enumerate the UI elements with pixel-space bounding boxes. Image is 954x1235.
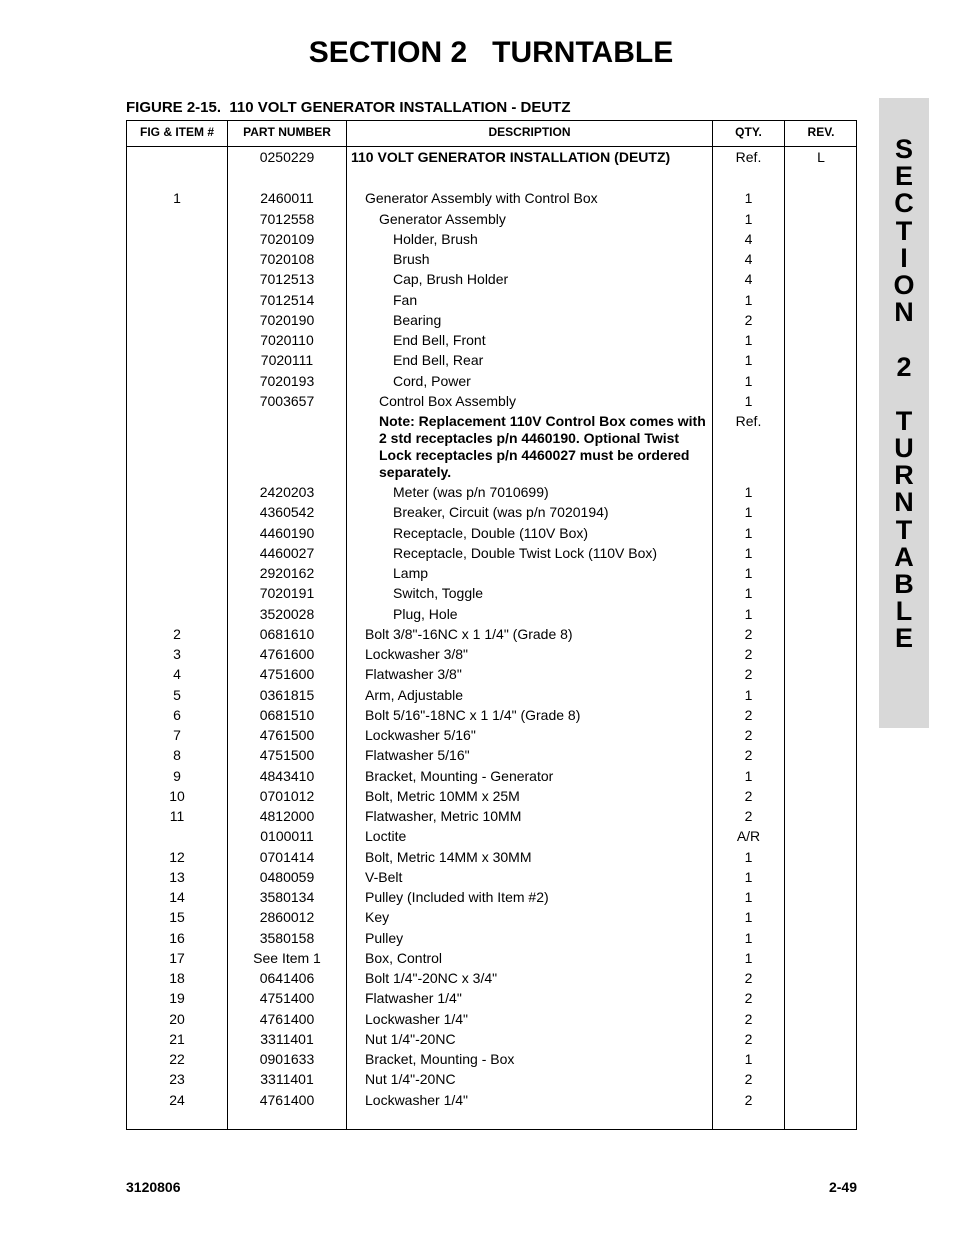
description-cell: Holder, Brush [393, 230, 478, 247]
description-cell: Nut 1/4"-20NC [365, 1030, 456, 1047]
qty-cell: 2 [744, 1091, 753, 1108]
part-number-cell: 2920162 [259, 565, 315, 581]
qty-cell: 1 [744, 504, 753, 521]
item-number-cell: 20 [169, 1010, 185, 1027]
table-row [127, 606, 858, 626]
item-number-cell: 23 [169, 1071, 185, 1088]
description-cell: V-Belt [365, 868, 403, 885]
qty-cell: 2 [744, 1071, 753, 1088]
part-number-cell: 0681610 [259, 625, 315, 642]
description-cell: Cord, Power [393, 372, 471, 389]
part-number-cell: 0701414 [259, 848, 315, 865]
table-row [127, 869, 858, 889]
side-tab-letter: B [894, 569, 914, 599]
description-cell: End Bell, Front [393, 332, 486, 348]
table-row [127, 666, 858, 686]
description-cell: Note: Replacement 110V Control Box comes with 2 std receptacles p/n 4460190. Optional Twist Lock receptacles p/n 4460027 must be ordered separately. [379, 413, 706, 480]
description-cell: Generator Assembly [379, 210, 506, 227]
table-row [127, 930, 858, 950]
qty-cell: 1 [744, 524, 753, 541]
part-number-cell: 3520028 [259, 605, 315, 622]
side-tab-letter: 2 [896, 351, 912, 382]
description-cell: Receptacle, Double Twist Lock (110V Box) [393, 544, 658, 561]
table-row [127, 788, 858, 808]
table-row [127, 190, 858, 210]
side-tab-letter: C [894, 188, 914, 219]
table-row [127, 747, 858, 767]
table-row [127, 1031, 858, 1051]
qty-cell: 2 [744, 1030, 753, 1047]
item-number-cell: 8 [173, 747, 181, 764]
table-row [127, 1092, 858, 1112]
item-number-cell: 18 [169, 970, 185, 986]
table-row [127, 413, 858, 480]
item-number-cell: 16 [169, 929, 185, 946]
table-row [127, 332, 858, 352]
qty-cell: 2 [744, 706, 753, 723]
table-row [127, 727, 858, 747]
item-number-cell: 14 [169, 889, 185, 905]
table-row [127, 768, 858, 788]
part-number-cell: 7020108 [259, 251, 315, 267]
description-cell: Lamp [393, 565, 429, 581]
description-cell: Box, Control [365, 949, 443, 966]
table-row [127, 484, 858, 504]
description-cell: Receptacle, Double (110V Box) [393, 524, 589, 541]
part-number-cell: 4751600 [259, 666, 315, 683]
part-number-cell: 4843410 [259, 767, 315, 784]
page-title: SECTION 2 TURNTABLE [308, 36, 674, 69]
description-cell: Key [365, 909, 390, 926]
page-number: 2-49 [828, 1179, 857, 1195]
table-row [127, 292, 858, 312]
part-number-cell: 3311401 [260, 1030, 314, 1047]
part-number-cell: 4761500 [259, 727, 315, 743]
table-row [127, 251, 858, 271]
item-number-cell: 6 [173, 706, 181, 723]
qty-cell: 2 [744, 666, 753, 683]
qty-cell: 1 [744, 372, 753, 389]
part-number-cell: 3580158 [259, 929, 315, 946]
item-number-cell: 9 [173, 767, 181, 784]
description-cell: Lockwasher 1/4" [365, 1010, 469, 1027]
column-header-part-number: PART NUMBER [243, 125, 331, 139]
description-cell: Fan [393, 291, 418, 308]
part-number-cell: 7012514 [259, 291, 315, 308]
part-number-cell: 4751400 [259, 990, 315, 1007]
side-tab-letter: T [895, 215, 913, 246]
table-row [127, 585, 858, 605]
table-row [127, 950, 858, 970]
part-number-cell: 4751500 [259, 747, 315, 764]
description-cell: Loctite [365, 828, 407, 845]
qty-cell: 4 [744, 271, 753, 288]
table-row [127, 525, 858, 545]
item-number-cell: 21 [169, 1030, 185, 1047]
qty-cell: 2 [744, 747, 753, 764]
part-number-cell: 0250229 [259, 149, 315, 165]
table-row [127, 352, 858, 372]
qty-cell: 4 [744, 230, 753, 247]
qty-cell: 1 [744, 605, 753, 622]
item-number-cell: 2 [173, 625, 181, 642]
part-number-cell: 0681510 [259, 706, 315, 723]
description-cell: Plug, Hole [393, 605, 458, 622]
qty-cell: 1 [744, 949, 753, 966]
figure-title: FIGURE 2-15. 110 VOLT GENERATOR INSTALLATION - DEUTZ [126, 99, 571, 116]
description-cell: Lockwasher 5/16" [365, 727, 476, 743]
qty-cell: 1 [744, 392, 753, 409]
table-row [127, 687, 858, 707]
side-tab-letter: E [894, 161, 913, 192]
table-row [127, 231, 858, 251]
description-cell: End Bell, Rear [393, 352, 484, 369]
qty-cell: 2 [744, 787, 753, 804]
part-number-cell: 4761400 [259, 1010, 315, 1027]
item-number-cell: 3 [173, 646, 181, 662]
description-cell: Bolt, Metric 14MM x 30MM [365, 848, 532, 865]
part-number-cell: 7012513 [259, 271, 315, 288]
qty-cell: 4 [744, 251, 753, 267]
side-tab-letter: O [893, 269, 915, 300]
qty-cell: 2 [744, 646, 753, 662]
parts-table [126, 120, 857, 1130]
description-cell: Generator Assembly with Control Box [365, 190, 598, 207]
description-cell: Flatwasher 3/8" [365, 666, 462, 683]
part-number-cell: 2460011 [260, 190, 314, 207]
description-cell: 110 VOLT GENERATOR INSTALLATION (DEUTZ) [351, 149, 671, 165]
table-row [127, 808, 858, 828]
part-number-cell: 0361815 [259, 686, 315, 703]
qty-cell: 2 [744, 727, 753, 743]
part-number-cell: 4360542 [259, 504, 315, 521]
part-number-cell: 7020191 [259, 585, 315, 602]
table-row [127, 149, 858, 169]
table-row [127, 990, 858, 1010]
part-number-cell: 4460027 [259, 544, 315, 561]
qty-cell: 1 [744, 909, 753, 926]
item-number-cell: 10 [169, 787, 185, 804]
qty-cell: 2 [744, 1010, 753, 1027]
description-cell: Bracket, Mounting - Box [365, 1051, 515, 1067]
description-cell: Nut 1/4"-20NC [365, 1071, 456, 1088]
qty-cell: 1 [744, 210, 753, 227]
table-row [127, 707, 858, 727]
table-row [127, 393, 858, 413]
part-number-cell: 3580134 [259, 889, 315, 905]
qty-cell: A/R [736, 828, 761, 845]
item-number-cell: 11 [169, 808, 185, 824]
item-number-cell: 13 [169, 868, 185, 885]
item-number-cell: 15 [169, 909, 185, 926]
qty-cell: 1 [744, 544, 753, 561]
column-header-rev: REV. [807, 125, 835, 139]
item-number-cell: 7 [173, 727, 181, 743]
part-number-cell: See Item 1 [253, 949, 321, 966]
part-number-cell: 7012558 [259, 210, 315, 227]
item-number-cell: 17 [169, 949, 185, 966]
part-number-cell: 7020193 [259, 372, 315, 389]
description-cell: Brush [393, 251, 430, 267]
part-number-cell: 2420203 [259, 484, 315, 500]
description-cell: Arm, Adjustable [365, 686, 464, 703]
section-side-tab [879, 98, 929, 728]
table-row [127, 828, 858, 848]
part-number-cell: 7020109 [259, 230, 315, 247]
side-tab-letter: T [895, 514, 913, 545]
item-number-cell: 12 [169, 848, 185, 865]
side-tab-letter: L [895, 596, 913, 627]
item-number-cell: 24 [169, 1091, 185, 1108]
side-tab-letter: A [894, 541, 914, 572]
table-row [127, 626, 858, 646]
description-cell: Bolt 3/8"-16NC x 1 1/4" (Grade 8) [365, 625, 573, 642]
qty-cell: 1 [744, 352, 753, 369]
description-cell: Switch, Toggle [393, 585, 484, 602]
qty-cell: 1 [744, 848, 753, 865]
qty-cell: 2 [744, 970, 753, 986]
side-tab-letter: N [894, 487, 914, 518]
table-row [127, 373, 858, 393]
item-number-cell: 5 [173, 686, 181, 703]
table-row [127, 545, 858, 565]
part-number-cell: 2860012 [259, 909, 315, 926]
description-cell: Cap, Brush Holder [393, 271, 509, 288]
part-number-cell: 7020190 [259, 311, 315, 328]
side-tab-letter [879, 381, 929, 408]
table-row [127, 646, 858, 666]
table-row [127, 312, 858, 332]
part-number-cell: 0701012 [259, 787, 315, 804]
table-row [127, 211, 858, 231]
qty-cell: 1 [744, 332, 753, 348]
part-number-cell: 3311401 [260, 1071, 314, 1088]
description-cell: Control Box Assembly [379, 392, 516, 409]
qty-cell: 1 [744, 868, 753, 885]
qty-cell: Ref. [735, 413, 762, 429]
side-tab-letter [879, 326, 929, 353]
description-cell: Bearing [393, 311, 442, 328]
side-tab-letter: U [894, 433, 914, 464]
part-number-cell: 0901633 [259, 1051, 315, 1067]
part-number-cell: 4460190 [259, 524, 315, 541]
part-number-cell: 0480059 [259, 868, 315, 885]
part-number-cell: 0100011 [260, 828, 314, 845]
description-cell: Bolt 5/16"-18NC x 1 1/4" (Grade 8) [365, 706, 581, 723]
qty-cell: 1 [744, 190, 753, 207]
description-cell: Bolt, Metric 10MM x 25M [365, 787, 520, 804]
description-cell: Lockwasher 1/4" [365, 1091, 469, 1108]
description-cell: Lockwasher 3/8" [365, 646, 469, 662]
rev-cell: L [817, 149, 825, 165]
item-number-cell: 22 [169, 1051, 185, 1067]
part-number-cell: 7020110 [260, 332, 314, 348]
part-number-cell: 7003657 [259, 392, 315, 409]
qty-cell: 1 [744, 1051, 753, 1067]
qty-cell: 2 [744, 625, 753, 642]
qty-cell: 2 [744, 311, 753, 328]
qty-cell: 2 [744, 808, 753, 824]
table-row [127, 1051, 858, 1071]
table-row [127, 271, 858, 291]
qty-cell: 1 [744, 767, 753, 784]
qty-cell: 2 [744, 990, 753, 1007]
column-header-item: FIG & ITEM # [139, 125, 214, 139]
column-header-qty: QTY. [735, 125, 762, 139]
description-cell: Bracket, Mounting - Generator [365, 767, 554, 784]
side-tab-letter: N [894, 297, 914, 328]
header-divider [127, 146, 856, 147]
table-row [127, 849, 858, 869]
table-row [127, 889, 858, 909]
item-number-cell: 1 [173, 190, 181, 207]
qty-cell: 1 [744, 686, 753, 703]
description-cell: Bolt 1/4"-20NC x 3/4" [365, 970, 498, 986]
qty-cell: 1 [744, 585, 753, 602]
part-number-cell: 0641406 [259, 970, 315, 986]
description-cell: Flatwasher, Metric 10MM [365, 808, 522, 824]
section-side-tab-text [879, 136, 929, 653]
side-tab-letter: I [900, 242, 908, 273]
description-cell: Flatwasher 1/4" [365, 990, 462, 1007]
part-number-cell: 4812000 [259, 808, 315, 824]
item-number-cell: 4 [173, 666, 181, 683]
table-row [127, 909, 858, 929]
qty-cell: 1 [744, 565, 753, 581]
side-tab-letter: E [894, 623, 913, 654]
description-cell: Pulley (Included with Item #2) [365, 889, 549, 905]
description-cell: Breaker, Circuit (was p/n 7020194) [393, 504, 609, 521]
document-number: 3120806 [126, 1179, 181, 1195]
qty-cell: Ref. [735, 149, 762, 165]
side-tab-letter: S [894, 134, 913, 164]
item-number-cell: 19 [169, 990, 185, 1007]
column-header-description: DESCRIPTION [488, 125, 571, 139]
part-number-cell: 4761600 [259, 646, 315, 662]
qty-cell: 1 [744, 889, 753, 905]
table-row [127, 565, 858, 585]
side-tab-letter: R [894, 460, 914, 491]
qty-cell: 1 [744, 291, 753, 308]
description-cell: Meter (was p/n 7010699) [393, 484, 549, 500]
qty-cell: 1 [744, 929, 753, 946]
table-row [127, 970, 858, 990]
table-row [127, 1071, 858, 1091]
qty-cell: 1 [744, 484, 753, 500]
part-number-cell: 4761400 [259, 1091, 315, 1108]
table-row [127, 1011, 858, 1031]
side-tab-letter: T [895, 405, 913, 436]
description-cell: Pulley [365, 929, 404, 946]
description-cell: Flatwasher 5/16" [365, 747, 470, 764]
table-row [127, 504, 858, 524]
part-number-cell: 7020111 [260, 352, 314, 369]
